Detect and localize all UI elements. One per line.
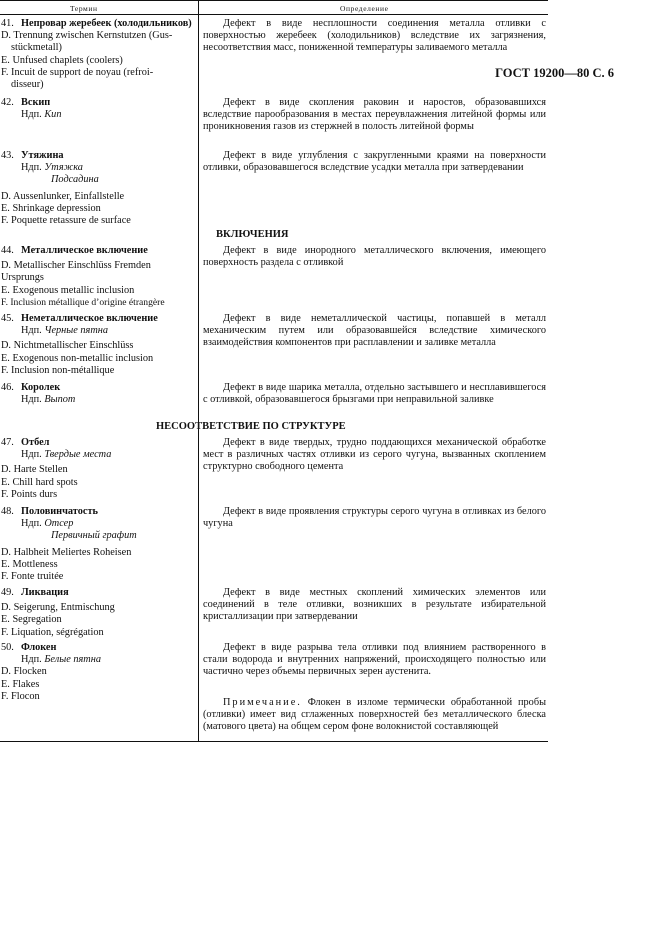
- note-text: Флокен в изломе термически обработанной пробы (отливки) имеет вид сглаженных поверхностей без металлического блеска (матового цвета) на общем сером фоне волокнистой составляющей: [203, 697, 546, 733]
- ndp-label: Ндп.: [21, 654, 42, 666]
- term-fr: F. Poquette retassure de surface: [1, 215, 131, 227]
- term-fr: F. Inclusion non-métallique: [1, 364, 115, 376]
- synonym: Выпот: [44, 394, 76, 406]
- term-title: Ликвация: [21, 587, 69, 598]
- synonym: Отсер: [44, 518, 74, 530]
- table-bottom-rule: [0, 741, 548, 742]
- term-47: [1, 437, 198, 501]
- table-header-rule: [0, 14, 548, 15]
- term-de-cont: Ursprungs: [1, 272, 44, 284]
- definition-42: Дефект в виде скопления раковин и наростов, образовавшихся вследствие парообразования в местах переувлажнения литейной формы или проникновения газов из стержней в полость литейной формы: [203, 97, 546, 133]
- definition-46: Дефект в виде шарика металла, отдельно застывшего и несплавившегося с отливкой, образовавшегося брызгами при неправильной заливке: [203, 382, 546, 406]
- ndp-label: Ндп.: [21, 518, 42, 530]
- term-en: E. Shrinkage depression: [1, 202, 101, 214]
- ndp-label: Ндп.: [21, 162, 42, 174]
- term-50: [1, 642, 198, 703]
- term-title: Непровар жеребеек (холодильников): [21, 18, 192, 29]
- synonym: Кип: [44, 109, 62, 121]
- definition-45: Дефект в виде неметаллической частицы, попавшей в металл механическим путем или образовавшейся вследствие химического взаимодействия компонентов при расплавлении и заливке металла: [203, 313, 546, 349]
- definition-49: Дефект в виде местных скоплений химических элементов или соединений в теле отливки, возникших в результате избирательной кристаллизации при затвердевании: [203, 587, 546, 623]
- synonym-2: Подсадина: [51, 174, 99, 186]
- term-en: E. Unfused chaplets (coolers): [1, 54, 123, 66]
- synonym: Твердые места: [44, 449, 112, 461]
- term-title: Королек: [21, 382, 61, 393]
- term-en: E. Chill hard spots: [1, 476, 78, 488]
- term-48: [1, 506, 198, 583]
- term-fr: F. Inclusion métallique d’origine étrangère: [1, 296, 165, 308]
- term-de: D. Trennung zwischen Kernstutzen (Gus-: [1, 30, 173, 42]
- term-de: D. Harte Stellen: [1, 464, 68, 476]
- note-label: Примечание.: [223, 697, 302, 708]
- definition-50-note: [203, 697, 546, 734]
- ndp-label: Ндп.: [21, 325, 42, 337]
- term-fr: F. Fonte truitée: [1, 571, 64, 583]
- definition-41: Дефект в виде несплошности соединения металла отливки с поверхностью жеребеек (холодильников) вследствие их загрязнения, несоответствия масс, пониженной температуры заливаемого металла: [203, 18, 546, 54]
- term-number: 46.: [1, 382, 14, 393]
- term-fr-cont: disseur): [11, 79, 44, 91]
- term-de: D. Metallischer Einschlüss Fremden: [1, 260, 151, 272]
- column-header-definition: Определение: [340, 4, 389, 13]
- ndp-label: Ндп.: [21, 109, 42, 121]
- ndp-label: Ндп.: [21, 449, 42, 461]
- term-number: 41.: [1, 18, 14, 29]
- term-en: E. Exogenous metallic inclusion: [1, 284, 135, 296]
- page-header: ГОСТ 19200—80 С. 6: [495, 66, 614, 80]
- term-41: [1, 18, 198, 91]
- term-number: 44.: [1, 245, 14, 256]
- term-de: D. Halbheit Meliertes Roheisen: [1, 546, 132, 558]
- term-45: [1, 313, 198, 377]
- term-de: D. Flocken: [1, 666, 47, 678]
- column-header-term: Термин: [70, 4, 98, 13]
- term-number: 43.: [1, 150, 14, 161]
- term-46: [1, 382, 198, 406]
- term-de: D. Nichtmetallischer Einschlüss: [1, 340, 134, 352]
- term-number: 47.: [1, 437, 14, 448]
- term-title: Металлическое включение: [21, 245, 148, 256]
- term-de: D. Aussenlunker, Einfallstelle: [1, 190, 125, 202]
- term-fr: F. Incuit de support de noyau (refroi-: [1, 66, 154, 78]
- term-en: E. Flakes: [1, 678, 40, 690]
- term-49: [1, 587, 198, 639]
- definition-50: Дефект в виде разрыва тела отливки под влиянием растворенного в стали водорода и внутренних напряжений, происходящего полностью или частично через объемы первичных зерен аустенита.: [203, 642, 546, 678]
- term-en: E. Mottleness: [1, 558, 58, 570]
- term-en: E. Exogenous non-metallic inclusion: [1, 352, 154, 364]
- definition-47: Дефект в виде твердых, трудно поддающихся механической обработке мест в различных частях отливки из серого чугуна, вызванных скоплением структурно свободного цемента: [203, 437, 546, 473]
- table-top-rule: [0, 0, 548, 1]
- ndp-label: Ндп.: [21, 394, 42, 406]
- synonym-2: Первичный графит: [51, 530, 137, 542]
- term-en: E. Segregation: [1, 614, 62, 626]
- term-number: 50.: [1, 642, 14, 653]
- section-heading-inclusions: ВКЛЮЧЕНИЯ: [216, 229, 289, 240]
- term-title: Вскип: [21, 97, 51, 108]
- term-number: 48.: [1, 506, 14, 517]
- term-number: 49.: [1, 587, 14, 598]
- term-number: 42.: [1, 97, 14, 108]
- synonym: Утяжка: [44, 162, 83, 174]
- synonym: Белые пятна: [44, 654, 101, 666]
- term-43: [1, 150, 198, 227]
- term-title: Половинчатость: [21, 506, 98, 517]
- term-fr: F. Points durs: [1, 488, 58, 500]
- term-fr: F. Flocon: [1, 690, 40, 702]
- section-heading-structure: НЕСООТВЕТСТВИЕ ПО СТРУКТУРЕ: [156, 421, 346, 432]
- synonym: Черные пятна: [44, 325, 109, 337]
- definition-43: Дефект в виде углубления с закругленными краями на поверхности отливки, образовавшегося вследствие усадки металла при затвердевании: [203, 150, 546, 174]
- definition-44: Дефект в виде инородного металлического включения, имеющего поверхность раздела с отливкой: [203, 245, 546, 269]
- term-42: [1, 97, 198, 121]
- definition-48: Дефект в виде проявления структуры серого чугуна в отливках из белого чугуна: [203, 506, 546, 530]
- term-number: 45.: [1, 313, 14, 324]
- term-44: [1, 245, 198, 309]
- term-de-cont: stückmetall): [11, 42, 62, 54]
- term-title: Отбел: [21, 437, 50, 448]
- column-divider: [198, 0, 199, 742]
- term-title: Утяжина: [21, 150, 64, 161]
- term-fr: F. Liquation, ségrégation: [1, 626, 104, 638]
- term-title: Флокен: [21, 642, 57, 653]
- term-title: Неметаллическое включение: [21, 313, 158, 324]
- term-de: D. Seigerung, Entmischung: [1, 602, 115, 614]
